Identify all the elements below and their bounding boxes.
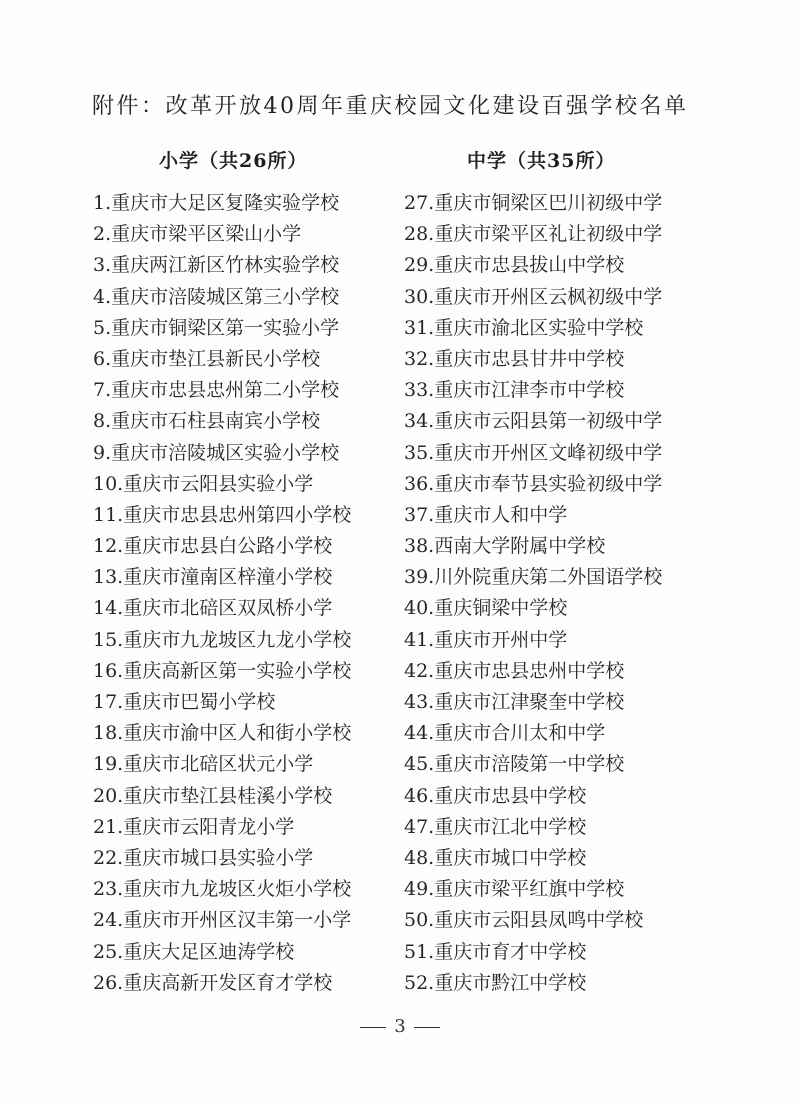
- school-list-item: 40.重庆铜梁中学校: [404, 597, 568, 620]
- school-list-item: 20.重庆市垫江县桂溪小学校: [93, 784, 333, 807]
- school-list-item: 6.重庆市垫江县新民小学校: [93, 347, 321, 370]
- page-number: 3: [394, 1016, 406, 1037]
- school-list-item: 11.重庆市忠县忠州第四小学校: [93, 503, 352, 526]
- school-list-item: 13.重庆市潼南区梓潼小学校: [93, 566, 333, 589]
- school-list-item: 32.重庆市忠县甘井中学校: [404, 347, 625, 370]
- footer-dash-right: [414, 1027, 440, 1028]
- school-list-item: 51.重庆市育才中学校: [404, 940, 587, 963]
- school-list-item: 8.重庆市石柱县南宾小学校: [93, 410, 321, 433]
- school-list-item: 4.重庆市涪陵城区第三小学校: [93, 285, 340, 308]
- school-list-item: 26.重庆高新开发区育才学校: [93, 971, 333, 994]
- school-list-item: 7.重庆市忠县忠州第二小学校: [93, 379, 340, 402]
- school-list-item: 43.重庆市江津聚奎中学校: [404, 691, 625, 713]
- school-list-item: 52.重庆市黔江中学校: [404, 971, 587, 994]
- school-list-item: 36.重庆市奉节县实验初级中学: [404, 472, 663, 495]
- school-list-item: 37.重庆市人和中学: [404, 503, 568, 526]
- school-list-item: 23.重庆市九龙坡区火炬小学校: [93, 878, 352, 901]
- school-list-item: 27.重庆市铜梁区巴川初级中学: [404, 192, 663, 214]
- school-list-item: 18.重庆市渝中区人和街小学校: [93, 722, 352, 745]
- school-list-item: 10.重庆市云阳县实验小学: [93, 472, 314, 495]
- school-list-item: 41.重庆市开州中学: [404, 628, 568, 651]
- school-list-item: 30.重庆市开州区云枫初级中学: [404, 285, 663, 308]
- school-list-item: 24.重庆市开州区汉丰第一小学: [93, 909, 352, 932]
- school-list-item: 28.重庆市梁平区礼让初级中学: [404, 223, 663, 246]
- school-list-item: 38.西南大学附属中学校: [404, 535, 606, 558]
- school-list-item: 42.重庆市忠县忠州中学校: [404, 659, 625, 682]
- school-list-item: 2.重庆市梁平区梁山小学: [93, 223, 302, 246]
- school-list-item: 3.重庆两江新区竹林实验学校: [93, 254, 340, 277]
- school-list-item: 17.重庆市巴蜀小学校: [93, 691, 276, 713]
- secondary-schools-heading: 中学（共35所）: [467, 150, 616, 172]
- school-list-item: 34.重庆市云阳县第一初级中学: [404, 410, 663, 433]
- school-list-item: 9.重庆市涪陵城区实验小学校: [93, 441, 340, 464]
- school-list-item: 19.重庆市北碚区状元小学: [93, 753, 314, 776]
- school-list-item: 15.重庆市九龙坡区九龙小学校: [93, 628, 352, 651]
- school-list-item: 12.重庆市忠县白公路小学校: [93, 535, 333, 558]
- school-list-item: 16.重庆高新区第一实验小学校: [93, 659, 352, 682]
- secondary-schools-list: [404, 188, 662, 999]
- school-list-item: 1.重庆市大足区复隆实验学校: [93, 192, 340, 214]
- primary-schools-heading: 小学（共26所）: [159, 150, 308, 172]
- document-title: 附件：改革开放40周年重庆校园文化建设百强学校名单: [92, 94, 689, 119]
- school-list-item: 25.重庆大足区迪涛学校: [93, 940, 295, 963]
- school-list-item: 46.重庆市忠县中学校: [404, 784, 587, 807]
- school-list-item: 45.重庆市涪陵第一中学校: [404, 753, 625, 776]
- school-list-item: 14.重庆市北碚区双凤桥小学: [93, 597, 333, 620]
- school-list-item: 22.重庆市城口县实验小学: [93, 846, 314, 869]
- school-list-item: 35.重庆市开州区文峰初级中学: [404, 441, 663, 464]
- school-list-item: 49.重庆市梁平红旗中学校: [404, 878, 625, 901]
- school-list-item: 31.重庆市渝北区实验中学校: [404, 316, 644, 339]
- primary-schools-list: [93, 188, 351, 999]
- school-list-item: 44.重庆市合川太和中学: [404, 722, 606, 745]
- school-list-item: 5.重庆市铜梁区第一实验小学: [93, 316, 340, 339]
- school-list-item: 47.重庆市江北中学校: [404, 815, 587, 838]
- school-list-item: 50.重庆市云阳县凤鸣中学校: [404, 909, 644, 932]
- page-footer: [0, 1016, 800, 1037]
- footer-dash-left: [360, 1027, 386, 1028]
- school-list-item: 48.重庆市城口中学校: [404, 846, 587, 869]
- school-list-item: 21.重庆市云阳青龙小学: [93, 815, 295, 838]
- school-list-item: 39.川外院重庆第二外国语学校: [404, 566, 663, 589]
- school-list-item: 29.重庆市忠县拔山中学校: [404, 254, 625, 277]
- school-list-item: 33.重庆市江津李市中学校: [404, 379, 625, 402]
